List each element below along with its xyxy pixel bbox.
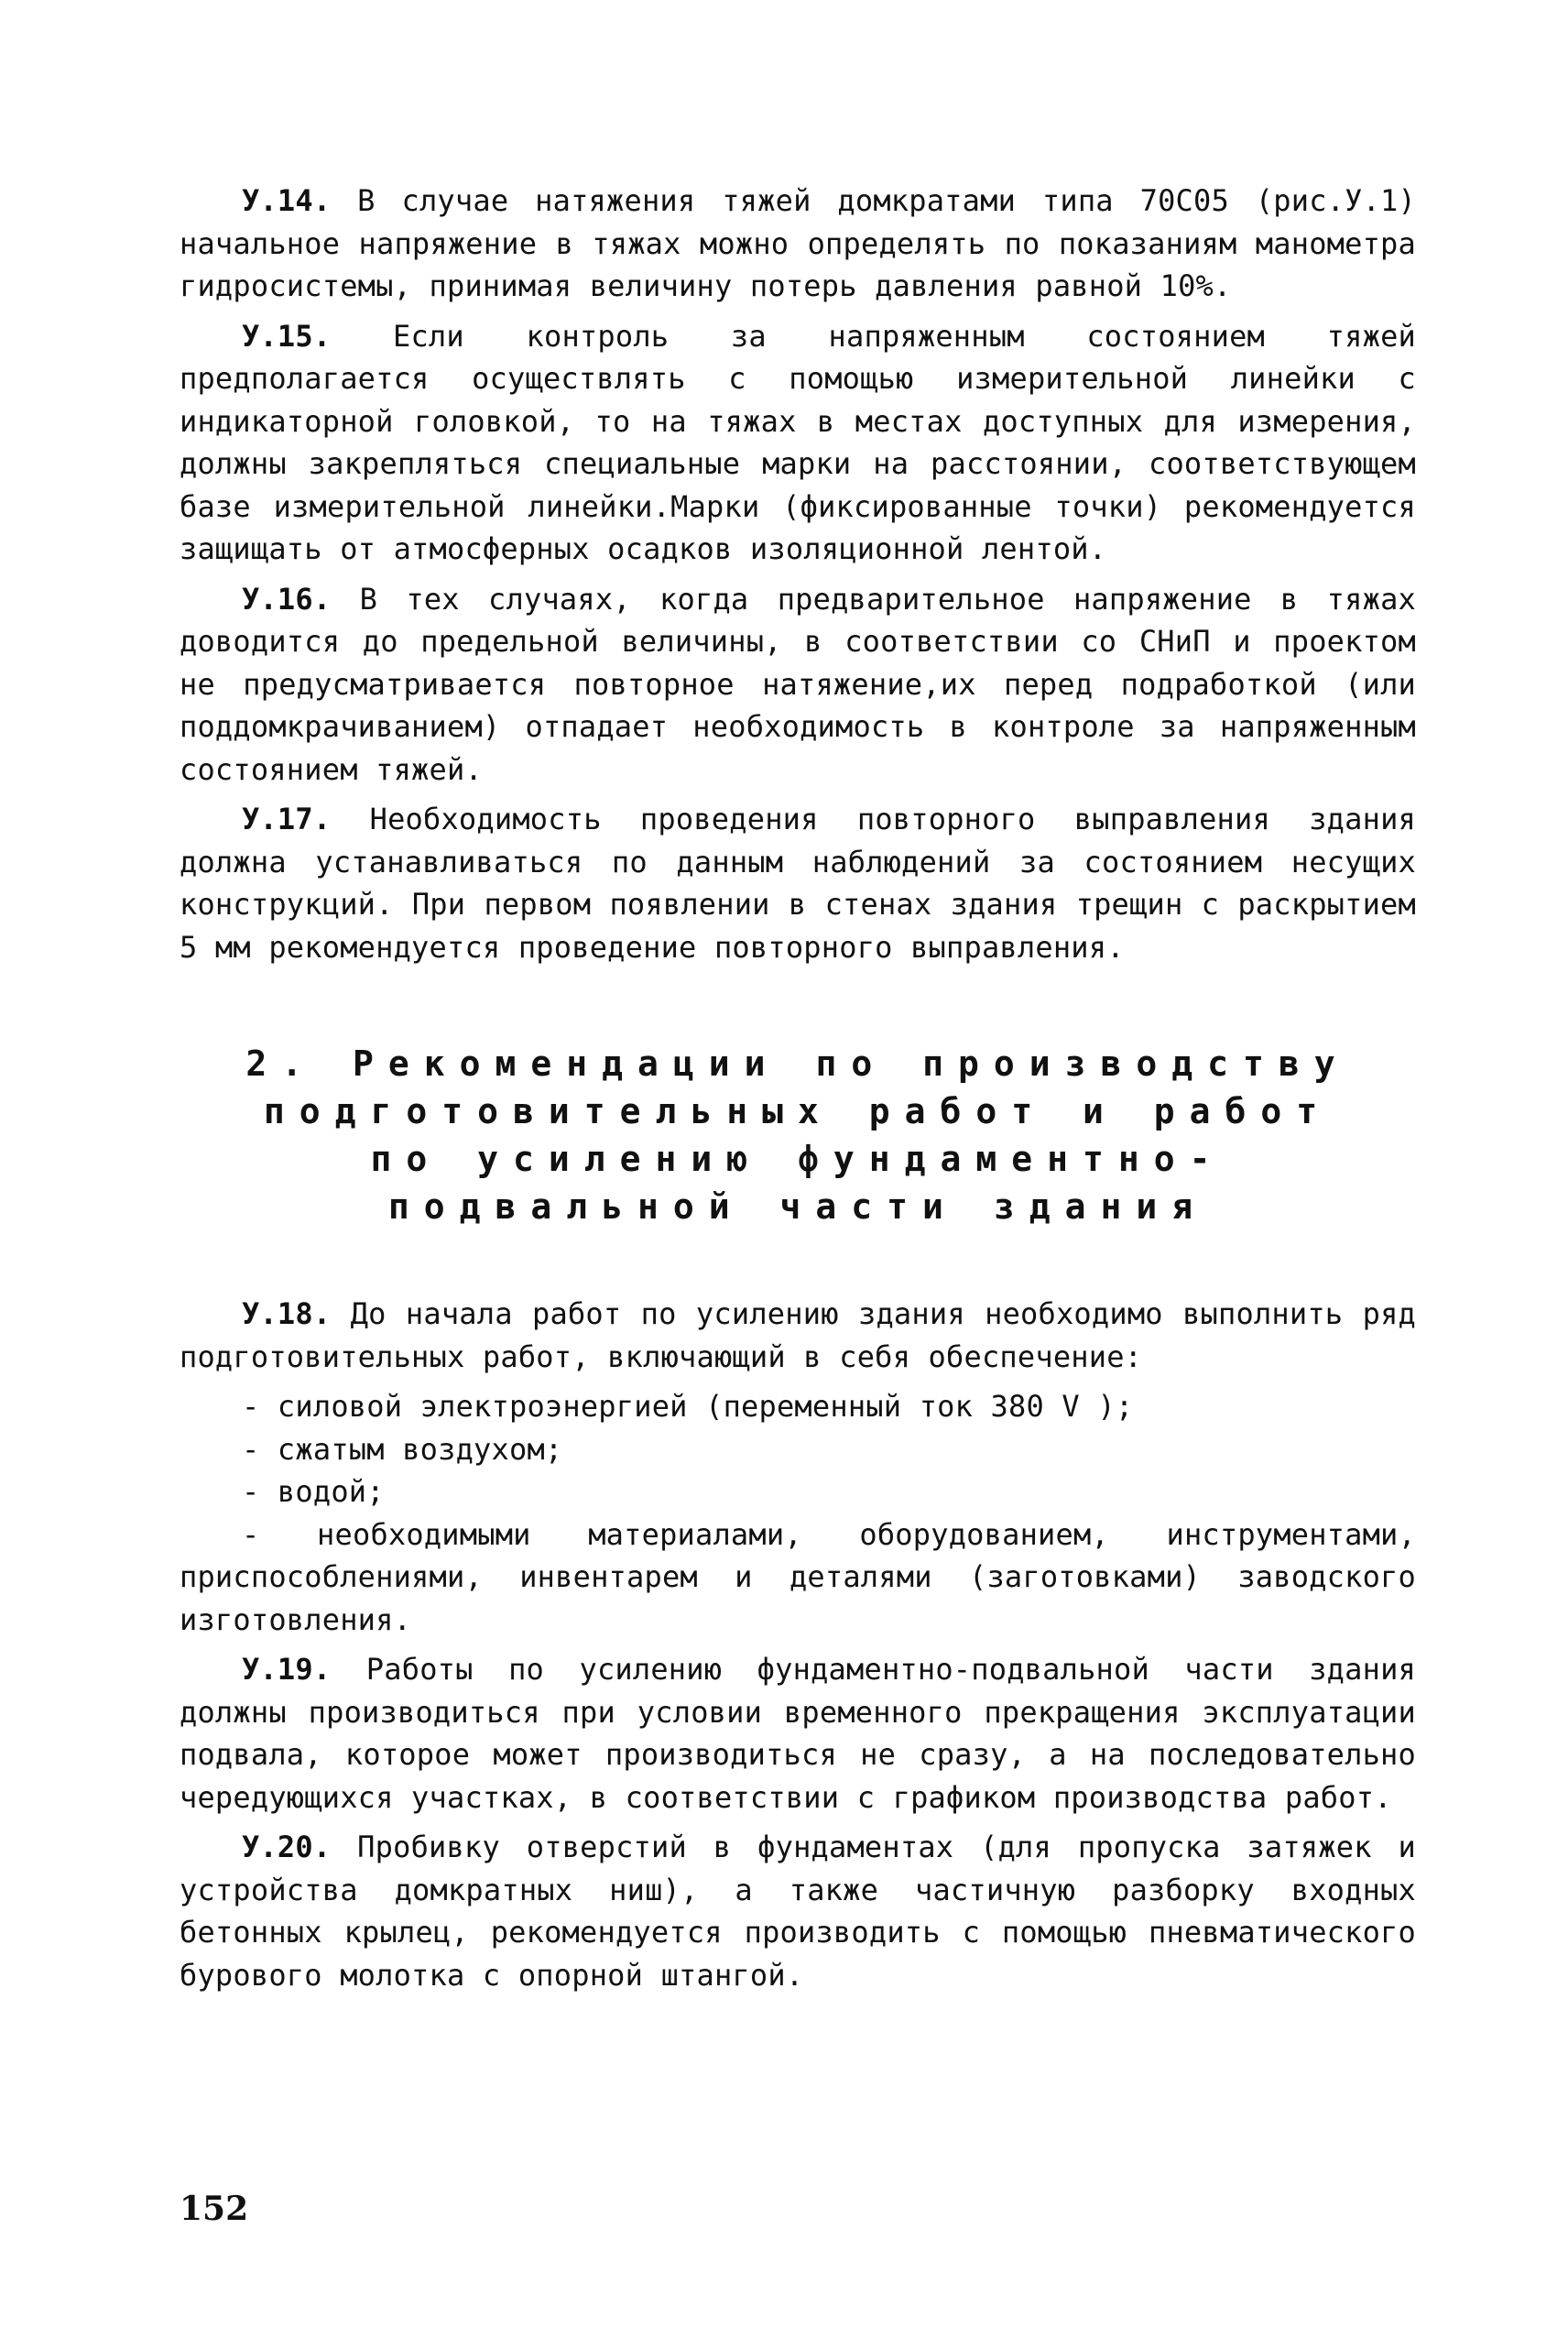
paragraph-number: У.17. xyxy=(242,802,332,836)
list-item: - силовой электроэнергией (переменный ток 380 V ); xyxy=(242,1389,1134,1424)
paragraph-u19 xyxy=(180,1648,1416,1819)
paragraph-u18 xyxy=(180,1293,1416,1378)
paragraph-text: В случае натяжения тяжей домкратами типа 70С05 (рис.У.1) начальное напряжение в тяжах можно определять по показаниям манометра гидросистемы, принимая величину потерь давления равной 10%. xyxy=(180,183,1416,303)
paragraph-number: У.19. xyxy=(242,1652,332,1687)
paragraph-u17 xyxy=(180,798,1416,968)
paragraph-text: Работы по усилению фундаментно-подвальной части здания должны производиться при условии временного прекращения эксплуатации подвала, которое может производиться не сразу, а на последовательно чередующихся участках, в соответствии с графиком производства работ. xyxy=(180,1652,1416,1815)
document-page xyxy=(180,180,1416,2004)
heading-line-1: 2. Рекомендации по производству xyxy=(245,1043,1350,1084)
page-number: 152 xyxy=(180,2190,249,2228)
heading-line-2: подготовительных работ и работ xyxy=(263,1091,1333,1131)
paragraph-u14 xyxy=(180,180,1416,308)
heading-line-4: подвальной части здания xyxy=(387,1186,1208,1227)
paragraph-number: У.15. xyxy=(242,318,332,354)
paragraph-number: У.18. xyxy=(242,1296,332,1331)
paragraph-u16 xyxy=(180,578,1416,792)
paragraph-number: У.14. xyxy=(242,183,332,218)
paragraph-number: У.16. xyxy=(242,581,332,617)
paragraph-text: До начала работ по усилению здания необходимо выполнить ряд подготовительных работ, включающий в себя обеспечение: xyxy=(180,1296,1416,1374)
paragraph-u15 xyxy=(180,315,1416,571)
heading-line-3: по усилению фундаментно- xyxy=(370,1139,1225,1179)
list-item: - необходимыми материалами, оборудованием, инструментами, приспособлениями, инвентарем и деталями (заготовками) заводского изготовления. xyxy=(180,1516,1416,1637)
paragraph-text: В тех случаях, когда предварительное напряжение в тяжах доводится до предельной величины, в соответствии со СНиП и проектом не предусматривается повторное натяжение,их перед подработкой (или поддомкрачиванием) отпадает необходимость в контроле за напряженным состоянием тяжей. xyxy=(180,581,1416,787)
paragraph-text: Если контроль за напряженным состоянием тяжей предполагается осуществлять с помощью измерительной линейки с индикаторной головкой, то на тяжах в местах доступных для измерения, должны закрепляться специальные марки на расстоянии, соответствующем базе измерительной линейки.Марки (фиксированные точки) рекомендуется защищать от атмосферных осадков изоляционной лентой. xyxy=(180,318,1416,566)
paragraph-number: У.20. xyxy=(242,1830,332,1864)
section-heading xyxy=(180,1040,1416,1230)
list-item: - водой; xyxy=(242,1474,385,1509)
paragraph-text: Необходимость проведения повторного выправления здания должна устанавливаться по данным наблюдений за состоянием несущих конструкций. При первом появлении в стенах здания трещин с раскрытием 5 мм рекомендуется проведение повторного выправления. xyxy=(180,802,1416,965)
paragraph-u20 xyxy=(180,1826,1416,1996)
list-item: - сжатым воздухом; xyxy=(242,1431,563,1467)
provision-list xyxy=(180,1385,1416,1641)
paragraph-text: Пробивку отверстий в фундаментах (для пропуска затяжек и устройства домкратных ниш), а также частичную разборку входных бетонных крылец, рекомендуется производить с помощью пневматического бурового молотка с опорной штангой. xyxy=(180,1830,1416,1993)
